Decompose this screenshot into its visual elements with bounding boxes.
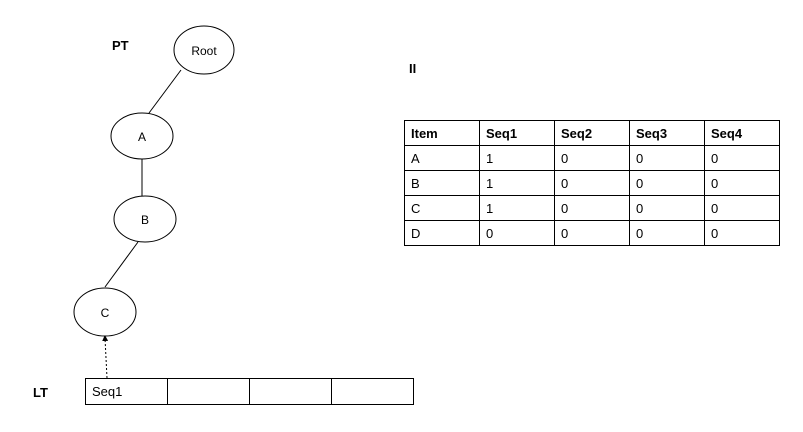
table-cell: 1	[480, 196, 555, 221]
link-table-row	[86, 379, 414, 405]
table-cell: 1	[480, 171, 555, 196]
link-table-cell	[168, 379, 250, 405]
item-index-table	[404, 120, 780, 246]
table-row	[405, 146, 780, 171]
node-a-label: A	[137, 130, 147, 144]
table-cell: 0	[555, 196, 630, 221]
header-cell: Seq1	[480, 121, 555, 146]
edge-b-c	[105, 242, 138, 287]
ii-label: II	[409, 61, 417, 76]
table-cell: 0	[630, 146, 705, 171]
table-cell: 0	[705, 146, 780, 171]
table-cell: 0	[555, 171, 630, 196]
node-b-label: B	[140, 213, 150, 227]
link-table-cell	[250, 379, 332, 405]
table-cell: 0	[630, 221, 705, 246]
table-cell: C	[405, 196, 480, 221]
table-row	[405, 171, 780, 196]
link-table	[85, 378, 414, 405]
node-root-label: Root	[191, 44, 217, 58]
table-cell: D	[405, 221, 480, 246]
header-cell: Item	[405, 121, 480, 146]
node-root	[174, 26, 234, 74]
header-cell: Seq2	[555, 121, 630, 146]
pt-label: PT	[112, 38, 129, 53]
node-c	[74, 288, 136, 336]
table-cell: 0	[630, 171, 705, 196]
table-cell: 0	[630, 196, 705, 221]
edge-root-a	[149, 70, 181, 113]
table-header-row	[405, 121, 780, 146]
table-cell: 0	[705, 171, 780, 196]
table-cell: B	[405, 171, 480, 196]
node-c-label: C	[100, 306, 110, 320]
node-b	[114, 196, 176, 242]
table-cell: A	[405, 146, 480, 171]
header-cell: Seq3	[630, 121, 705, 146]
table-cell: 0	[480, 221, 555, 246]
table-row	[405, 221, 780, 246]
link-table-cell: Seq1	[86, 379, 168, 405]
link-table-cell	[332, 379, 414, 405]
link-pointer-arrow	[105, 338, 107, 378]
table-cell: 0	[705, 221, 780, 246]
table-cell: 1	[480, 146, 555, 171]
header-cell: Seq4	[705, 121, 780, 146]
lt-label: LT	[33, 385, 48, 400]
table-cell: 0	[705, 196, 780, 221]
table-cell: 0	[555, 146, 630, 171]
table-cell: 0	[555, 221, 630, 246]
node-a	[111, 113, 173, 159]
table-row	[405, 196, 780, 221]
